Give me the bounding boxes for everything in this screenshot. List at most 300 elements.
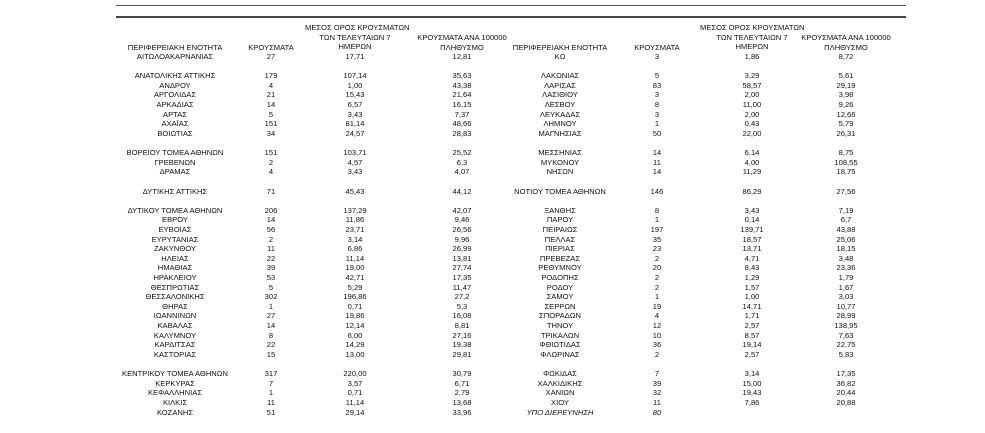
table-row [0,398,985,408]
avg7-cell: 7,86 [744,397,760,407]
cases-cell: 15 [266,349,276,359]
per100k-cell: 7,63 [838,330,854,340]
per100k-cell: 5,79 [838,119,854,129]
per100k-cell: 48,66 [452,119,472,129]
cases-cell: 14 [266,321,276,331]
cases-cell: 7 [268,378,274,388]
cases-cell: 1 [268,301,274,311]
avg7-cell: 19,43 [742,388,762,398]
table-row [0,215,985,225]
region-cell: ΦΛΩΡΙΝΑΣ [540,349,580,359]
region-cell: ΗΜΑΘΙΑΣ [157,263,193,273]
region-cell: ΚΑΣΤΟΡΙΑΣ [153,349,197,359]
cases-cell: 302 [264,292,278,302]
table-row [0,340,985,350]
table-row [0,90,985,100]
cases-cell: 21 [266,90,276,100]
per100k-cell: 108,55 [834,157,858,167]
right-header-avg-line2: ΤΩΝ ΤΕΛΕΥΤΑΙΩΝ 7 [716,32,788,42]
avg7-cell: 3,29 [744,71,760,81]
region-cell: ΧΑΝΙΩΝ [545,388,575,398]
cases-cell: 32 [652,388,662,398]
cases-cell: 179 [264,71,278,81]
table-row [0,52,985,62]
left-header-cases: ΚΡΟΥΣΜΑΤΑ [248,43,294,52]
avg7-cell: 3,57 [347,378,363,388]
avg7-cell: 58,57 [742,80,762,90]
region-cell: ΠΙΕΡΙΑΣ [545,244,575,254]
avg7-cell: 81,14 [345,119,365,129]
per100k-cell: 20,44 [836,388,856,398]
cases-cell: 53 [266,273,276,283]
per100k-cell: 8,75 [838,148,854,158]
avg7-cell: 1,57 [744,282,760,292]
cases-cell: 1 [654,119,660,129]
region-cell: ΧΑΛΚΙΔΙΚΗΣ [537,378,583,388]
right-header-per100k [796,33,896,52]
per100k-cell: 25,52 [452,148,472,158]
per100k-cell: 22,75 [836,340,856,350]
region-cell: ΘΕΣΣΑΛΟΝΙΚΗΣ [145,292,205,302]
per100k-cell: 6,3 [456,157,468,167]
region-cell: ΘΕΣΠΡΩΤΙΑΣ [150,282,200,292]
avg7-cell: 42,71 [345,273,365,283]
per100k-cell: 18,15 [836,244,856,254]
table-row [0,167,985,177]
per100k-cell: 21,64 [452,90,472,100]
per100k-cell: 5,83 [838,349,854,359]
left-header-per100k-line1: ΚΡΟΥΣΜΑΤΑ ΑΝΑ 100000 [417,33,507,42]
right-header-per100k-line2: ΠΛΗΘΥΣΜΟ [824,42,868,52]
cases-cell: 2 [268,234,274,244]
cases-cell: 8 [654,100,660,110]
table-row [0,302,985,312]
cases-cell: 50 [652,128,662,138]
region-cell: ΑΡΚΑΔΙΑΣ [156,100,194,110]
per100k-cell: 43,88 [836,224,856,234]
per100k-cell: 7,37 [454,109,470,119]
table-row [0,148,985,158]
region-cell: ΤΡΙΚΑΛΩΝ [540,330,580,340]
cases-cell: 2 [654,273,660,283]
table-row [0,273,985,283]
region-cell: ΧΙΟΥ [551,397,569,407]
cases-cell: 5 [268,109,274,119]
cases-cell: 2 [654,282,660,292]
table-row [0,379,985,389]
avg7-cell: 13,71 [742,244,762,254]
cases-cell: 14 [652,167,662,177]
region-cell: ΛΑΡΙΣΑΣ [544,80,576,90]
cases-cell: 10 [652,330,662,340]
avg7-cell: 0,71 [347,301,363,311]
per100k-cell: 16,15 [452,100,472,110]
cases-cell: 8 [268,330,274,340]
avg7-cell: 11,86 [345,215,365,225]
table-row [0,119,985,129]
cases-cell: 2 [654,349,660,359]
avg7-cell: 196,86 [343,292,367,302]
left-header-avg-line1: ΜΕΣΟΣ ΟΡΟΣ ΚΡΟΥΣΜΑΤΩΝ [305,23,410,32]
table-row [0,177,985,187]
region-cell: ΣΕΡΡΩΝ [544,301,576,311]
region-cell: ΚΕΡΚΥΡΑΣ [155,378,195,388]
per100k-cell: 12,81 [452,52,472,61]
cases-cell: 11 [653,157,661,167]
per100k-cell: 25,06 [836,234,856,244]
avg7-cell: 3,43 [744,205,760,215]
table-row [0,408,985,418]
avg7-cell: 1,86 [744,52,760,61]
table-row [0,206,985,216]
table-row [0,360,985,370]
region-cell: ΥΠΟ ΔΙΕΡΕΥΝΗΣΗ [526,407,594,417]
cases-cell: 39 [266,263,276,273]
cases-cell: 7 [654,369,660,379]
avg7-cell: 18,57 [742,234,762,244]
cases-cell: 151 [264,119,278,129]
avg7-cell: 23,71 [345,224,365,234]
header-rule [116,16,906,18]
region-cell: ΑΙΤΩΛΟΑΚΑΡΝΑΝΙΑΣ [136,52,214,61]
region-cell: ΠΡΕΒΕΖΑΣ [539,253,581,263]
cases-cell: 1 [654,215,660,225]
region-cell: ΡΟΔΟΥ [546,282,574,292]
region-cell: ΕΒΡΟΥ [162,215,188,225]
avg7-cell: 0,43 [744,119,760,129]
per100k-cell: 27,2 [454,292,470,302]
region-cell: ΚΑΛΥΜΝΟΥ [153,330,197,340]
avg7-cell: 137,29 [343,205,367,215]
cases-cell: 36 [652,340,662,350]
region-cell: ΛΑΚΩΝΙΑΣ [540,71,580,81]
cases-cell: 2 [654,253,660,263]
cases-cell: 14 [652,148,662,158]
avg7-cell: 19,00 [345,263,365,273]
avg7-cell: 13,00 [345,349,365,359]
cases-cell: 8 [654,205,660,215]
cases-cell: 4 [268,80,274,90]
cases-cell: 39 [652,378,662,388]
avg7-cell: 1,00 [347,80,363,90]
avg7-cell: 19,14 [742,340,762,350]
cases-cell: 23 [652,244,662,254]
per100k-cell: 3,03 [838,292,854,302]
avg7-cell: 107,14 [343,71,367,81]
per100k-cell: 29,19 [836,80,856,90]
avg7-cell: 8,43 [744,263,760,273]
per100k-cell: 18,75 [836,167,856,177]
cases-cell: 22 [266,340,276,350]
per100k-cell: 27,74 [452,263,472,273]
region-cell: ΛΑΣΙΘΙΟΥ [542,90,578,100]
per100k-cell: 36,82 [836,378,856,388]
cases-cell: 206 [264,205,278,215]
cases-cell: 151 [264,148,278,158]
cases-cell: 27 [266,311,276,321]
region-cell: ΘΗΡΑΣ [162,301,188,311]
per100k-cell: 42,07 [452,205,472,215]
cases-cell: 20 [652,263,662,273]
per100k-cell: 11,47 [452,282,472,292]
region-cell: ΚΟΖΑΝΗΣ [156,407,194,417]
cases-cell: 4 [268,167,274,177]
left-header-per100k [412,33,512,52]
left-header-region: ΠΕΡΙΦΕΡΕΙΑΚΗ ΕΝΟΤΗΤΑ [127,43,223,52]
avg7-cell: 6,57 [347,100,363,110]
avg7-cell: 3,43 [347,167,363,177]
region-cell: ΜΕΣΣΗΝΙΑΣ [538,148,582,158]
table-row [0,81,985,91]
region-cell: ΦΘΙΩΤΙΔΑΣ [539,340,581,350]
avg7-cell: 14,71 [742,301,762,311]
cases-cell: 5 [654,71,660,81]
right-header-avg-line3: ΗΜΕΡΩΝ [735,42,769,52]
table-row [0,187,985,197]
cases-cell: 11 [653,397,661,407]
region-cell: ΡΕΘΥΜΝΟΥ [538,263,582,273]
table-row [0,292,985,302]
cases-cell: 27 [266,52,276,61]
avg7-cell: 4,71 [744,253,760,263]
avg7-cell: 3,14 [347,234,363,244]
cases-cell: 80 [652,407,662,417]
per100k-cell: 12,66 [836,109,856,119]
cases-cell: 22 [266,253,276,263]
avg7-cell: 8,57 [744,330,760,340]
per100k-cell: 26,56 [452,224,472,234]
per100k-cell: 5,61 [838,71,854,81]
per100k-cell: 27,56 [836,186,856,196]
per100k-cell: 30,79 [452,369,472,379]
per100k-cell: 2,79 [454,388,470,398]
per100k-cell: 3,48 [838,253,854,263]
per100k-cell: 138,95 [834,321,858,331]
per100k-cell: 27,16 [452,330,472,340]
per100k-cell: 3,98 [838,90,854,100]
avg7-cell: 2,57 [744,321,760,331]
table-row [0,110,985,120]
region-cell: ΔΡΑΜΑΣ [159,167,191,177]
per100k-cell: 26,31 [836,128,856,138]
cases-cell: 1 [268,388,274,398]
right-header-per100k-line1: ΚΡΟΥΣΜΑΤΑ ΑΝΑ 100000 [801,33,891,42]
avg7-cell: 3,43 [347,109,363,119]
avg7-cell: 14,29 [345,340,365,350]
per100k-cell: 10,77 [836,301,856,311]
avg7-cell: 19,86 [345,311,365,321]
avg7-cell: 15,00 [742,378,762,388]
cases-cell: 3 [654,52,660,61]
region-cell: ΕΥΒΟΙΑΣ [158,224,192,234]
avg7-cell: 220,00 [343,369,367,379]
table-row [0,71,985,81]
left-header-avg-line3: ΗΜΕΡΩΝ [338,42,372,52]
table-row [0,388,985,398]
right-header-avg-line1: ΜΕΣΟΣ ΟΡΟΣ ΚΡΟΥΣΜΑΤΩΝ [700,23,805,32]
per100k-cell: 6,7 [840,215,852,225]
table-row [0,235,985,245]
per100k-cell: 17,35 [836,369,856,379]
cases-cell: 11 [267,244,275,254]
top-rule [116,5,906,6]
table-row [0,62,985,72]
per100k-cell: 8,72 [838,52,854,61]
table-row [0,311,985,321]
left-header-avg [305,23,410,52]
table-row [0,138,985,148]
table-row [0,100,985,110]
avg7-cell: 4,57 [347,157,363,167]
table-row [0,321,985,331]
avg7-cell: 11,00 [742,100,762,110]
per100k-cell: 6,71 [454,378,470,388]
per100k-cell: 16,08 [452,311,472,321]
per100k-cell: 26,99 [452,244,472,254]
region-cell: ΚΕΦΑΛΛΗΝΙΑΣ [147,388,203,398]
table-row [0,225,985,235]
region-cell: ΜΑΓΝΗΣΙΑΣ [538,128,582,138]
avg7-cell: 15,43 [345,90,365,100]
cases-cell: 5 [268,282,274,292]
avg7-cell: 12,14 [345,321,365,331]
per100k-cell: 44,12 [452,186,472,196]
avg7-cell: 24,57 [345,128,365,138]
right-table [0,52,985,417]
region-cell: ΛΗΜΝΟΥ [543,119,577,129]
region-cell: ΛΕΥΚΑΔΑΣ [539,109,581,119]
cases-cell: 14 [266,100,276,110]
region-cell: ΚΕΝΤΡΙΚΟΥ ΤΟΜΕΑ ΑΘΗΝΩΝ [122,369,228,379]
region-cell: ΙΩΑΝΝΙΝΩΝ [153,311,197,321]
region-cell: ΓΡΕΒΕΝΩΝ [154,157,196,167]
avg7-cell: 4,00 [744,157,760,167]
table-row [0,263,985,273]
avg7-cell: 2,00 [744,90,760,100]
region-cell: ΑΧΑΪΑΣ [161,119,189,129]
avg7-cell: 1,00 [744,292,760,302]
avg7-cell: 2,57 [744,349,760,359]
per100k-cell: 8,81 [454,321,470,331]
region-cell: ΠΕΙΡΑΙΩΣ [542,224,578,234]
avg7-cell: 1,29 [744,273,760,283]
avg7-cell: 86,29 [742,186,762,196]
table-row [0,196,985,206]
per100k-cell: 9,46 [454,215,470,225]
region-cell: ΑΝΑΤΟΛΙΚΗΣ ΑΤΤΙΚΗΣ [134,71,216,81]
region-cell: ΚΙΛΚΙΣ [162,397,188,407]
region-cell: ΠΑΡΟΥ [546,215,574,225]
cases-cell: 3 [654,90,660,100]
left-header-avg-line2: ΤΩΝ ΤΕΛΕΥΤΑΙΩΝ 7 [319,32,391,42]
region-cell: ΤΗΝΟΥ [546,321,574,331]
region-cell: ΖΑΚΥΝΘΟΥ [154,244,196,254]
region-cell: ΛΕΣΒΟΥ [544,100,576,110]
avg7-cell: 45,43 [345,186,365,196]
per100k-cell: 13,68 [452,397,472,407]
per100k-cell: 4,07 [454,167,470,177]
region-cell: ΑΡΤΑΣ [163,109,187,119]
per100k-cell: 33,96 [452,407,472,417]
avg7-cell: 17,71 [345,52,365,61]
avg7-cell: 6,00 [347,330,363,340]
cases-cell: 71 [266,186,276,196]
per100k-cell: 28,83 [452,128,472,138]
avg7-cell: 139,71 [740,224,764,234]
cases-cell: 3 [654,109,660,119]
region-cell: ΠΕΛΛΑΣ [544,234,576,244]
table-row [0,158,985,168]
per100k-cell: 28,99 [836,311,856,321]
avg7-cell: 6,14 [744,148,760,158]
avg7-cell: 11,29 [742,167,762,177]
region-cell: ΕΥΡΥΤΑΝΙΑΣ [151,234,199,244]
region-cell: ΒΟΡΕΙΟΥ ΤΟΜΕΑ ΑΘΗΝΩΝ [126,148,224,158]
table-row [0,331,985,341]
avg7-cell: 11,14 [345,253,365,263]
per100k-cell: 29,81 [452,349,472,359]
right-header-cases: ΚΡΟΥΣΜΑΤΑ [634,43,680,52]
cases-cell: 317 [264,369,278,379]
table-row [0,129,985,139]
cases-cell: 4 [654,311,660,321]
region-cell: ΣΑΜΟΥ [546,292,574,302]
right-header-region: ΠΕΡΙΦΕΡΕΙΑΚΗ ΕΝΟΤΗΤΑ [512,43,608,52]
cases-cell: 1 [654,292,660,302]
region-cell: ΦΩΚΙΔΑΣ [543,369,577,379]
avg7-cell: 11,14 [345,397,365,407]
cases-cell: 11 [267,397,275,407]
avg7-cell: 22,00 [742,128,762,138]
cases-cell: 197 [650,224,664,234]
per100k-cell: 7,19 [838,205,854,215]
region-cell: ΞΑΝΘΗΣ [544,205,576,215]
region-cell: ΝΗΣΩΝ [546,167,574,177]
cases-cell: 56 [266,224,276,234]
cases-cell: 34 [266,128,276,138]
cases-cell: 19 [652,301,662,311]
region-cell: ΜΥΚΟΝΟΥ [540,157,580,167]
cases-cell: 146 [650,186,664,196]
per100k-cell: 20,88 [836,397,856,407]
per100k-cell: 9,96 [454,234,470,244]
cases-cell: 14 [266,215,276,225]
per100k-cell: 17,35 [452,273,472,283]
region-cell: ΣΠΟΡΑΔΩΝ [539,311,581,321]
region-cell: ΝΟΤΙΟΥ ΤΟΜΕΑ ΑΘΗΝΩΝ [514,186,606,196]
region-cell: ΚΑΒΑΛΑΣ [157,321,193,331]
cases-cell: 12 [652,321,662,331]
left-header-per100k-line2: ΠΛΗΘΥΣΜΟ [440,42,484,52]
region-cell: ΔΥΤΙΚΟΥ ΤΟΜΕΑ ΑΘΗΝΩΝ [127,205,223,215]
per100k-cell: 35,63 [452,71,472,81]
avg7-cell: 0,71 [347,388,363,398]
per100k-cell: 1,79 [838,273,854,283]
region-cell: ΗΛΕΙΑΣ [161,253,189,263]
per100k-cell: 9,26 [838,100,854,110]
region-cell: ΡΟΔΟΠΗΣ [541,273,579,283]
right-header-avg [700,23,804,52]
avg7-cell: 103,71 [343,148,367,158]
avg7-cell: 1,71 [744,311,760,321]
table-row [0,350,985,360]
table-row [0,369,985,379]
region-cell: ΚΩ [554,52,566,61]
table-row [0,283,985,293]
table-row [0,254,985,264]
cases-cell: 2 [268,157,274,167]
region-cell: ΗΡΑΚΛΕΙΟΥ [153,273,197,283]
